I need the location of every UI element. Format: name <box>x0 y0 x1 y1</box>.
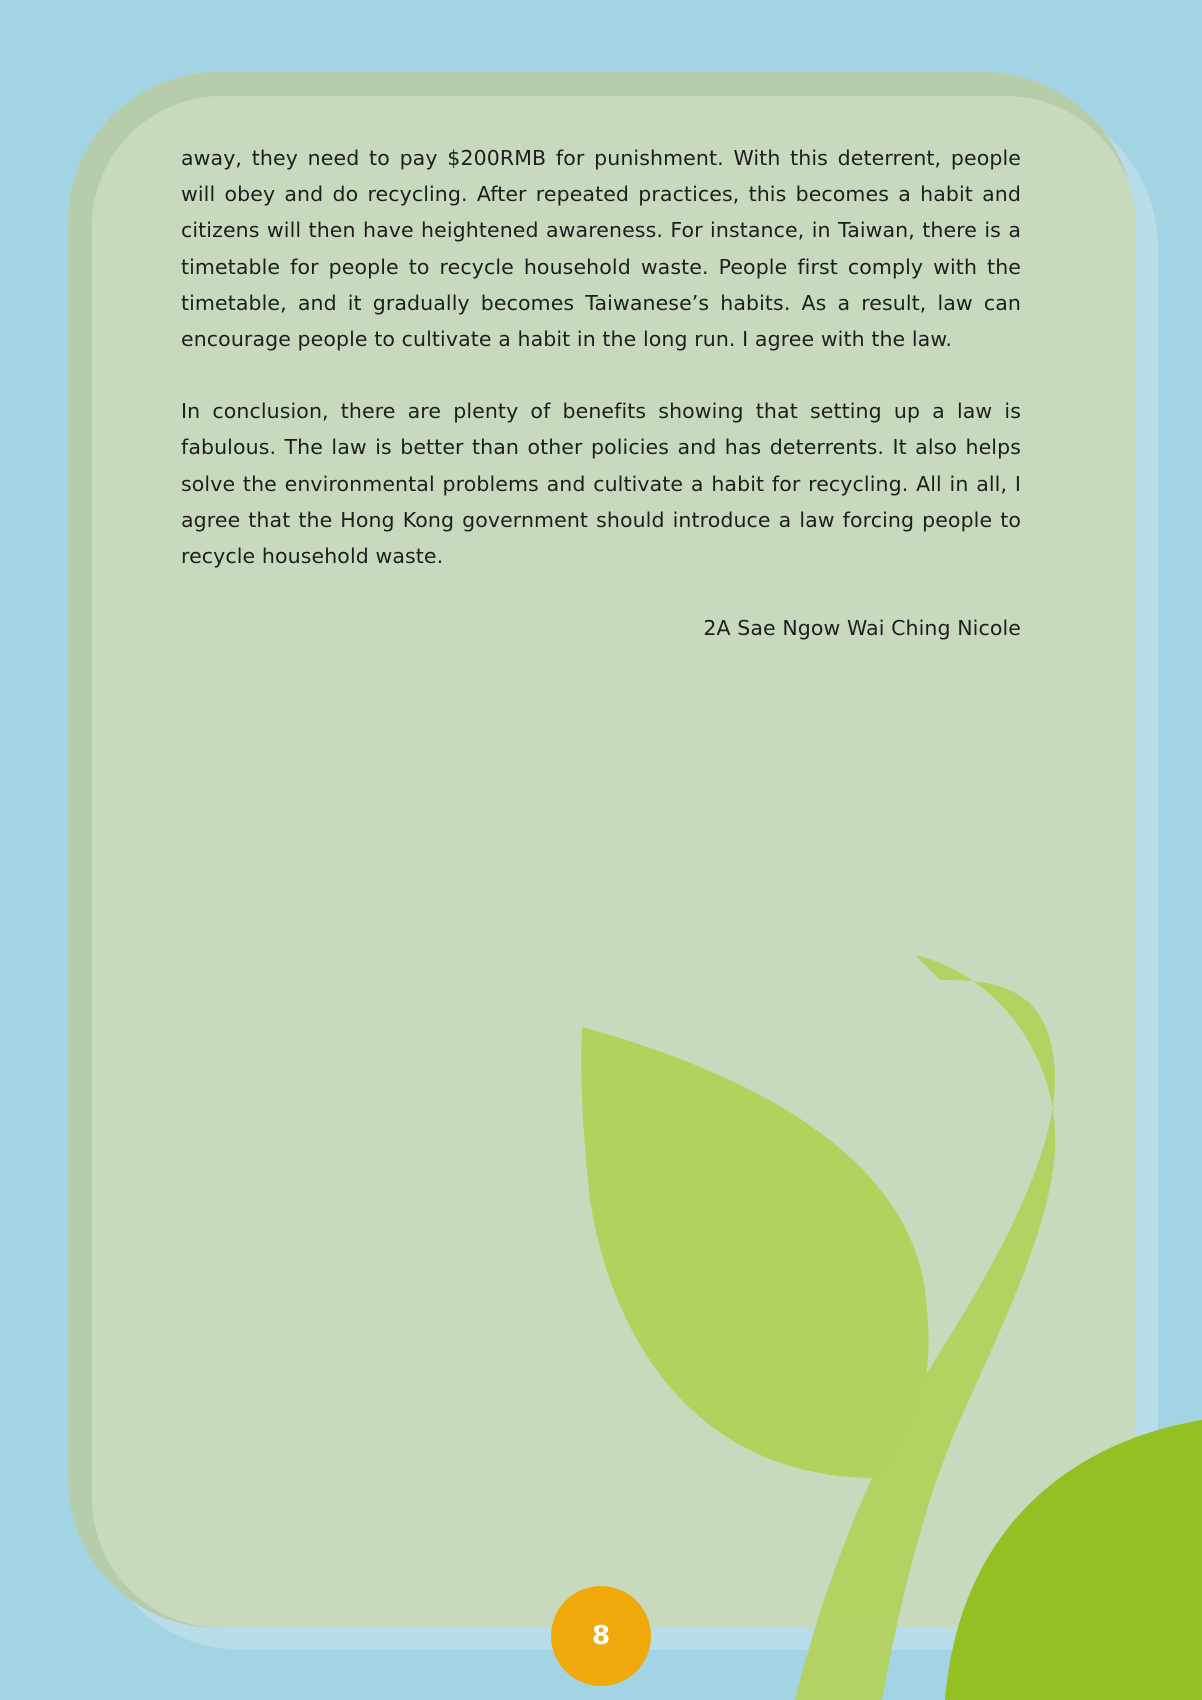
paragraph-1: away, they need to pay $200RMB for punishment. With this deterrent, people will obey and do recycling. After repeated practices, this becomes a habit and citizens will then have heightened awareness. For instance, in Taiwan, there is a timetable for people to recycle household waste. People first comply with the timetable, and it gradually becomes Taiwanese’s habits. As a result, law can encourage people to cultivate a habit in the long run. I agree with the law. <box>181 146 1021 352</box>
paragraph-2: In conclusion, there are plenty of benefits showing that setting up a law is fabulous. The law is better than other policies and has deterrents. It also helps solve the environmental problems and cultivate a habit for recycling. All in all, I agree that the Hong Kong government should introduce a law forcing people to recycle household waste. <box>181 399 1021 569</box>
article-body <box>181 140 1021 646</box>
page-number-badge: 8 <box>551 1586 651 1686</box>
author-signature: 2A Sae Ngow Wai Ching Nicole <box>703 616 1021 641</box>
